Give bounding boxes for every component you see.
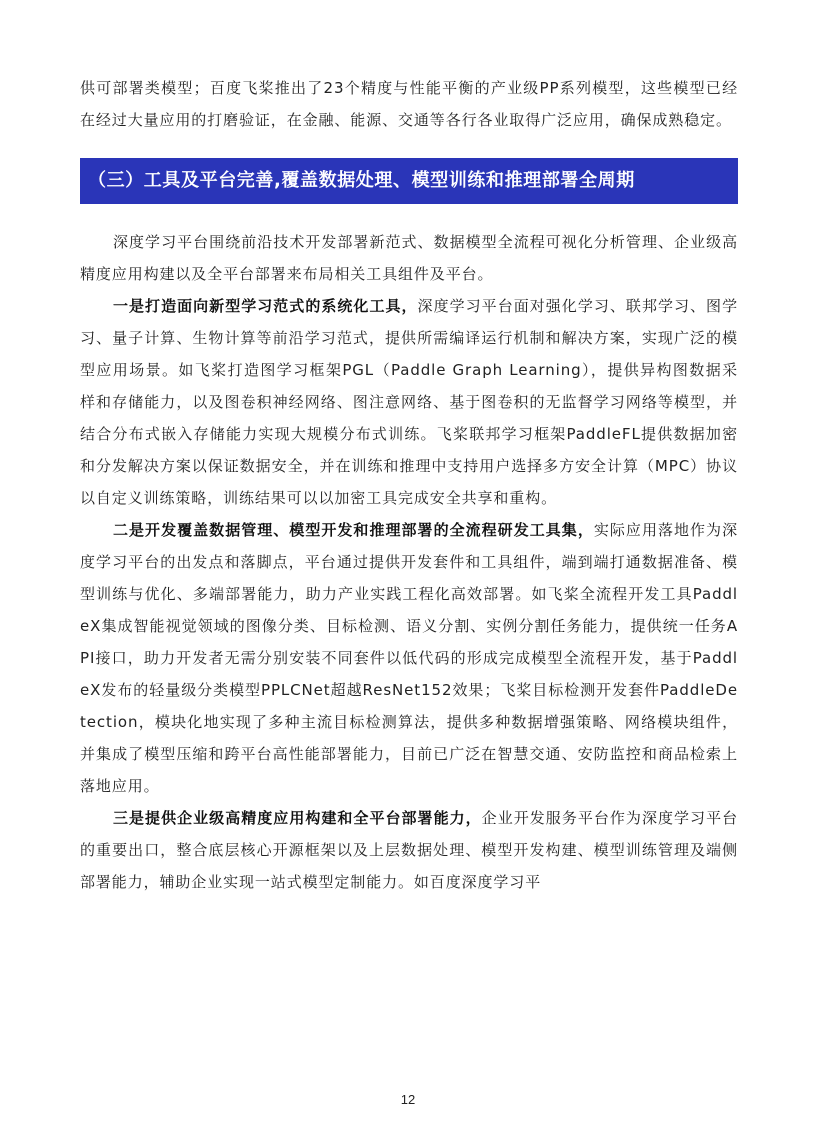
body-paragraph-2 xyxy=(80,290,738,514)
body-paragraph-3 xyxy=(80,514,738,802)
body-paragraph-4 xyxy=(80,802,738,898)
paragraph-lead: 二是开发覆盖数据管理、模型开发和推理部署的全流程研发工具集， xyxy=(113,521,594,539)
page-number: 12 xyxy=(400,1092,416,1107)
paragraph-lead: 一是打造面向新型学习范式的系统化工具， xyxy=(113,297,418,315)
paragraph-lead: 三是提供企业级高精度应用构建和全平台部署能力， xyxy=(113,809,482,827)
paragraph-text: 实际应用落地作为深度学习平台的出发点和落脚点，平台通过提供开发套件和工具组件，端到端打通数据准备、模型训练与优化、多端部署能力，助力产业实践工程化高效部署。如飞桨全流程开发工具PaddleX集成智能视觉领域的图像分类、目标检测、语义分割、实例分割任务能力，提供统一任务API接口，助力开发者无需分别安装不同套件以低代码的形成完成模型全流程开发，基于PaddleX发布的轻量级分类模型PPLCNet超越ResNet152效果；飞桨目标检测开发套件PaddleDetection，模块化地实现了多种主流目标检测算法，提供多种数据增强策略、网络模块组件，并集成了模型压缩和跨平台高性能部署能力，目前已广泛在智慧交通、安防监控和商品检索上落地应用。 xyxy=(80,521,738,795)
intro-paragraph: 供可部署类模型；百度飞桨推出了23个精度与性能平衡的产业级PP系列模型，这些模型已经在经过大量应用的打磨验证，在金融、能源、交通等各行各业取得广泛应用，确保成熟稳定。 xyxy=(80,79,738,129)
paragraph-text: 企业开发服务平台作为深度学习平台的重要出口，整合底层核心开源框架以及上层数据处理、模型开发构建、模型训练管理及端侧部署能力，辅助企业实现一站式模型定制能力。如百度深度学习平 xyxy=(80,809,739,891)
body-paragraph-1 xyxy=(80,226,738,290)
section-heading: （三）工具及平台完善,覆盖数据处理、模型训练和推理部署全周期 xyxy=(80,158,738,204)
page-content xyxy=(80,72,738,898)
paragraph-text: 深度学习平台面对强化学习、联邦学习、图学习、量子计算、生物计算等前沿学习范式，提供所需编译运行机制和解决方案，实现广泛的模型应用场景。如飞桨打造图学习框架PGL（Paddle Graph Learning），提供异构图数据采样和存储能力，以及图卷积神经网络、图注意网络、基于图卷积的无监督学习网络等模型，并结合分布式嵌入存储能力实现大规模分布式训练。飞桨联邦学习框架PaddleFL提供数据加密和分发解决方案以保证数据安全，并在训练和推理中支持用户选择多方安全计算（MPC）协议以自定义训练策略，训练结果可以以加密工具完成安全共享和重构。 xyxy=(80,297,738,507)
paragraph-text: 深度学习平台围绕前沿技术开发部署新范式、数据模型全流程可视化分析管理、企业级高精度应用构建以及全平台部署来布局相关工具组件及平台。 xyxy=(80,233,738,283)
